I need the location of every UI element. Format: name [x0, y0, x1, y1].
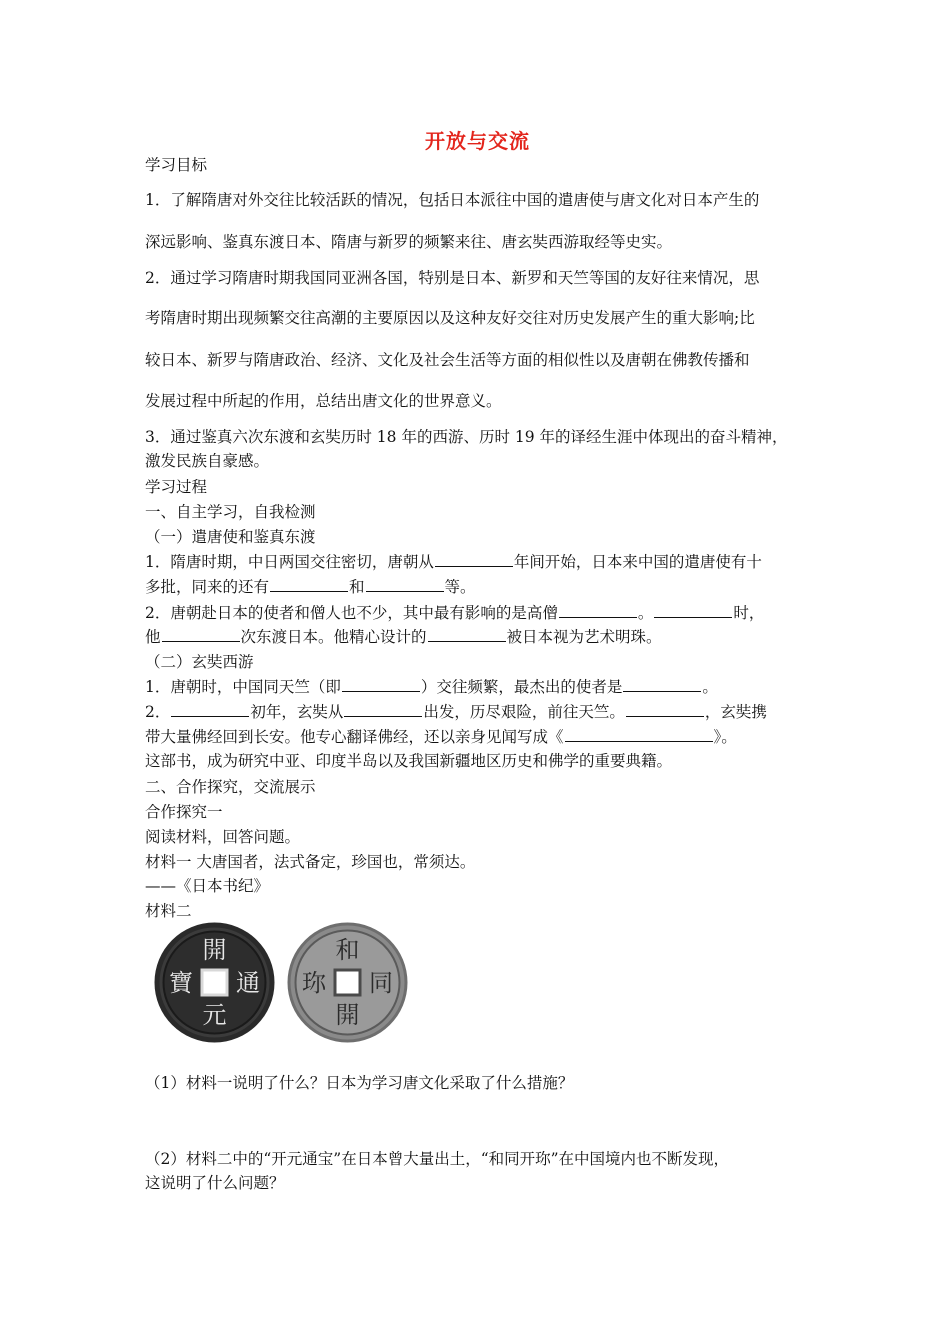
- question-text: 出发，历尽艰险，前往天竺。: [423, 703, 625, 721]
- question-text: 2．: [145, 703, 171, 721]
- question-text: 1．唐朝时，中国同天竺（即: [145, 678, 341, 696]
- answer-blank[interactable]: [559, 603, 637, 618]
- question-ask-2-cont: 这说明了什么问题？: [145, 1174, 285, 1192]
- subsection-heading: （一）遣唐使和鉴真东渡: [145, 528, 316, 546]
- answer-blank[interactable]: [626, 702, 704, 717]
- section-heading: 一、自主学习，自我检测: [145, 503, 316, 521]
- page-title: 开放与交流: [425, 129, 530, 153]
- question-text: 》。: [713, 728, 737, 746]
- answer-blank[interactable]: [654, 603, 732, 618]
- material-2-label: 材料二: [145, 902, 192, 920]
- question-text: ）交往频繁，最杰出的使者是: [420, 678, 623, 696]
- question-text: 等。: [444, 578, 476, 596]
- material-1-source: ——《日本书纪》: [145, 877, 270, 895]
- answer-blank[interactable]: [366, 577, 444, 592]
- material-1: 材料一 大唐国者，法式备定，珍国也，常须达。: [145, 853, 476, 871]
- question-ask-2: （2）材料二中的“开元通宝”在日本曾大量出土，“和同开珎”在中国境内也不断发现，: [145, 1150, 730, 1168]
- question-1: [145, 550, 762, 572]
- answer-blank[interactable]: [342, 677, 420, 692]
- coin-char: 珎: [302, 969, 326, 997]
- coin-char: 寶: [169, 969, 193, 997]
- answer-blank[interactable]: [270, 577, 348, 592]
- answer-blank[interactable]: [171, 702, 249, 717]
- coin-char: 通: [236, 969, 260, 997]
- answer-blank[interactable]: [623, 677, 701, 692]
- question-text: 他: [145, 628, 161, 646]
- answer-blank[interactable]: [344, 702, 422, 717]
- section-heading: 二、合作探究，交流展示: [145, 778, 316, 796]
- question-4-cont: 这部书，成为研究中亚、印度半岛以及我国新疆地区历史和佛学的重要典籍。: [145, 752, 673, 770]
- coin-char: 和: [335, 936, 360, 964]
- answer-blank[interactable]: [565, 727, 713, 742]
- answer-blank[interactable]: [428, 627, 506, 642]
- question-2-cont: [145, 625, 662, 647]
- objective-line: 1．了解隋唐对外交往比较活跃的情况，包括日本派往中国的遣唐使与唐文化对日本产生的: [145, 191, 760, 209]
- question-4-cont: [145, 725, 737, 747]
- objective-line: 较日本、新罗与隋唐政治、经济、文化及社会生活等方面的相似性以及唐朝在佛教传播和: [145, 351, 750, 369]
- question-4: [145, 700, 767, 722]
- question-text: 时，: [733, 604, 765, 622]
- question-text: 带大量佛经回到长安。他专心翻译佛经，还以亲身见闻写成《: [145, 728, 564, 746]
- objective-line: 3．通过鉴真六次东渡和玄奘历时 18 年的西游、历时 19 年的译经生涯中体现出的奋斗精神，: [145, 428, 788, 446]
- question-text: 被日本视为艺术明珠。: [506, 628, 662, 646]
- explore-heading: 合作探究一: [145, 803, 223, 821]
- question-text: 次东渡日本。他精心设计的: [240, 628, 427, 646]
- coin-char: 開: [202, 936, 227, 964]
- instruction-text: 阅读材料，回答问题。: [145, 828, 301, 846]
- question-text: ，玄奘携: [704, 703, 767, 721]
- question-text: 。: [637, 604, 654, 622]
- question-3: [145, 675, 718, 697]
- coin-char: 同: [369, 969, 393, 997]
- question-2: [145, 601, 764, 623]
- kaiyuan-tongbao-coin: [152, 920, 277, 1045]
- question-text: 。: [702, 678, 718, 696]
- process-heading: 学习过程: [145, 478, 208, 496]
- objectives-heading: 学习目标: [145, 156, 208, 174]
- question-text: 和: [349, 578, 365, 596]
- hedo-kaichin-coin: [285, 920, 410, 1045]
- coin-char: 元: [202, 1001, 227, 1029]
- objective-line: 考隋唐时期出现频繁交往高潮的主要原因以及这种友好交往对历史发展产生的重大影响;比: [145, 309, 755, 327]
- question-text: 年间开始，日本来中国的遣唐使有十: [513, 553, 762, 571]
- question-1-cont: [145, 575, 476, 597]
- question-text: 初年，玄奘从: [250, 703, 344, 721]
- objective-line: 发展过程中所起的作用，总结出唐文化的世界意义。: [145, 392, 502, 410]
- question-text: 多批，同来的还有: [145, 578, 270, 596]
- subsection-heading: （二）玄奘西游: [145, 653, 254, 671]
- question-ask-1: （1）材料一说明了什么？日本为学习唐文化采取了什么措施？: [145, 1074, 574, 1092]
- answer-blank[interactable]: [435, 552, 513, 567]
- objective-line: 2．通过学习隋唐时期我国同亚洲各国，特别是日本、新罗和天竺等国的友好往来情况，思: [145, 269, 760, 287]
- answer-blank[interactable]: [162, 627, 240, 642]
- question-text: 2．唐朝赴日本的使者和僧人也不少，其中最有影响的是高僧: [145, 604, 558, 622]
- objective-line: 深远影响、鉴真东渡日本、隋唐与新罗的频繁来往、唐玄奘西游取经等史实。: [145, 233, 673, 251]
- objective-line: 激发民族自豪感。: [145, 452, 270, 470]
- question-text: 1．隋唐时期，中日两国交往密切，唐朝从: [145, 553, 434, 571]
- coin-char: 開: [335, 1001, 360, 1029]
